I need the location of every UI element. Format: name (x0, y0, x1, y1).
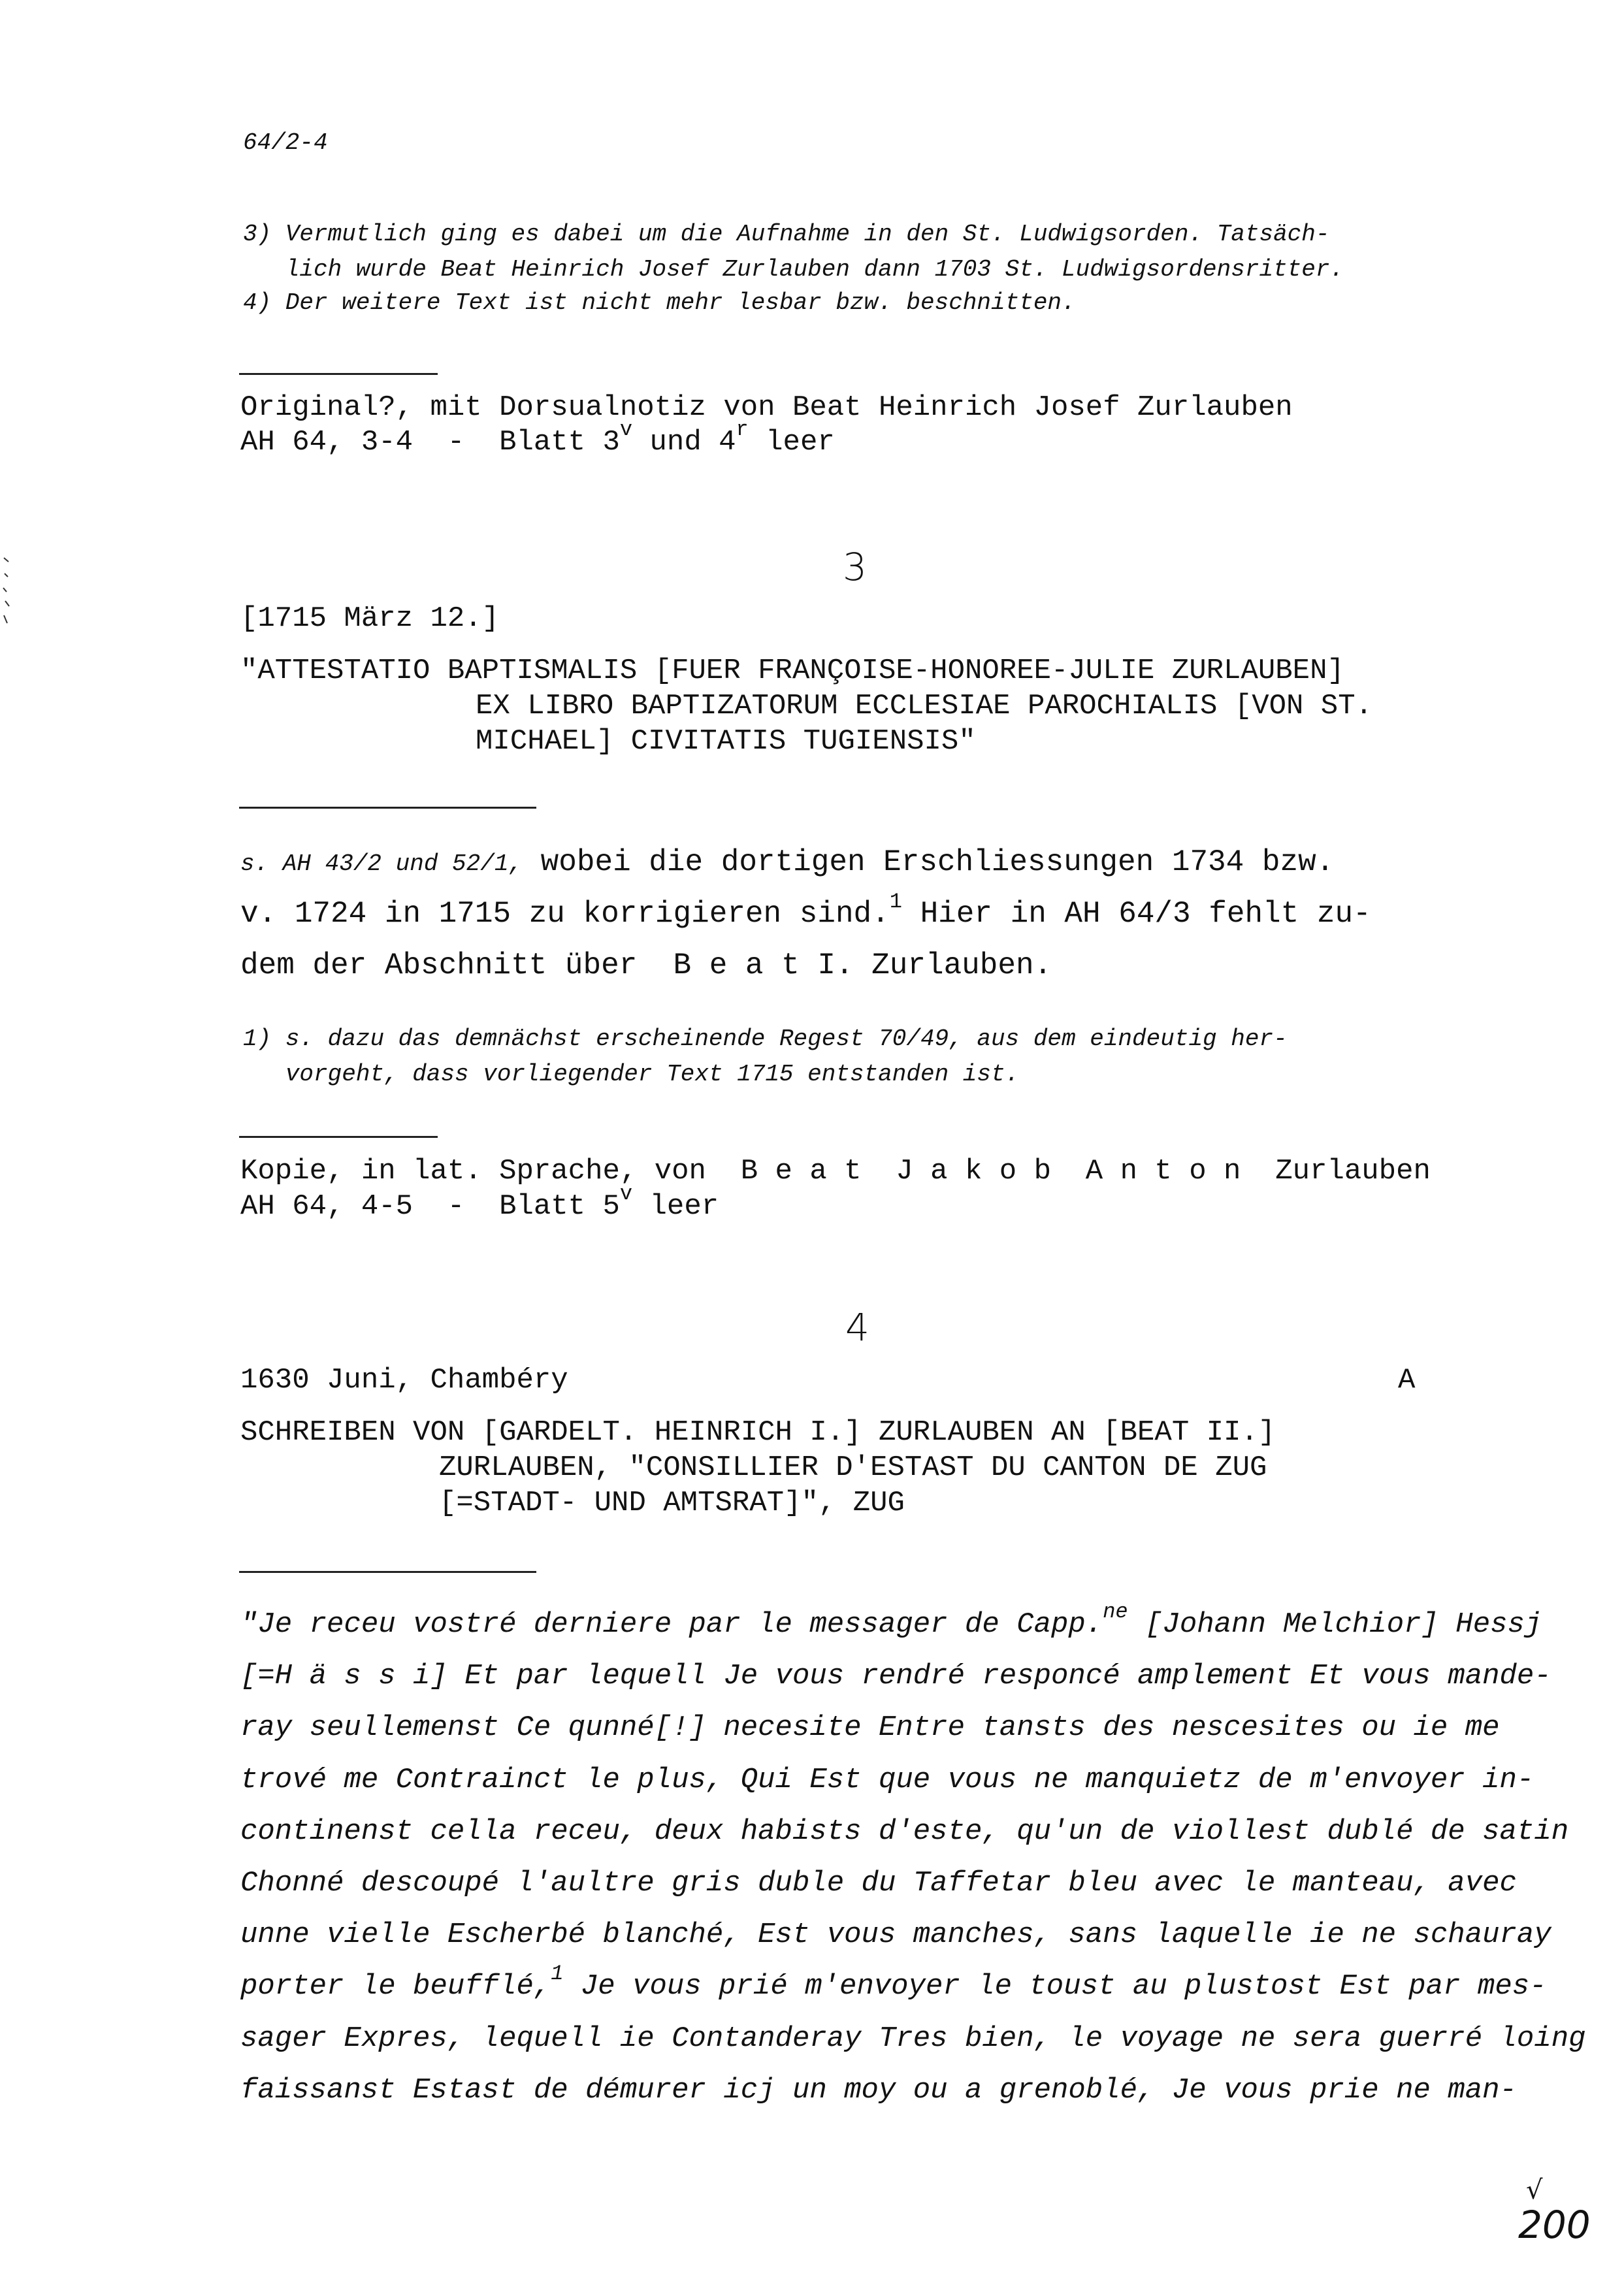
quote-text: [Johann Melchior] Hessj (1128, 1608, 1542, 1641)
entry-title-line: ZURLAUBEN, "CONSILLIER D'ESTAST DU CANTON DE ZUG (439, 1451, 1267, 1484)
source-text: leer (748, 426, 835, 459)
separator-rule (239, 1136, 438, 1138)
entry-body-line (240, 845, 1334, 879)
source-note-line (240, 417, 835, 459)
page-reference: 64/2-4 (243, 129, 328, 156)
entry-number: 3 (843, 545, 867, 589)
superscript-recto: r (736, 417, 749, 442)
quote-line: continenst cella receu, deux habists d'este, qu'un de viollest dublé de satin (240, 1815, 1569, 1848)
body-text: Hier in AH 64/3 fehlt zu- (901, 897, 1371, 931)
superscript-verso: v (619, 417, 633, 442)
body-reference: s. AH 43/2 und 52/1, (240, 850, 523, 877)
page-number: 200 (1518, 2203, 1591, 2247)
footnote-3 (243, 217, 1344, 287)
quote-text: porter le beufflé, (240, 1970, 551, 2003)
footnote-number: 3) (243, 221, 272, 248)
entry-date: [1715 März 12.] (240, 602, 500, 635)
body-text: wobei die dortigen Erschliessungen 1734 bzw. (523, 845, 1335, 879)
entry-title-line: [=STADT- UND AMTSRAT]", ZUG (439, 1487, 905, 1519)
quote-line: Chonné descoupé l'aultre gris duble du Taffetar bleu avec le manteau, avec (240, 1867, 1517, 1900)
superscript: ne (1103, 1600, 1128, 1624)
quote-text: Je vous prié m'envoyer le toust au plustost Est par mes- (563, 1970, 1547, 2003)
quote-line (240, 1600, 1542, 1641)
source-text: leer (632, 1190, 719, 1223)
separator-rule (239, 807, 536, 809)
entry-date: 1630 Juni, Chambéry (240, 1364, 568, 1397)
entry-marker: A (1398, 1364, 1416, 1397)
source-text: AH 64, 3-4 - Blatt 3 (240, 426, 620, 459)
source-text: und 4 (632, 426, 736, 459)
scan-artifact-marks (3, 555, 10, 627)
quote-line: trové me Contrainct le plus, Qui Est que vous ne manquietz de m'envoyer in- (240, 1764, 1535, 1796)
entry-body-line: dem der Abschnitt über B e a t I. Zurlauben. (240, 948, 1052, 982)
entry-title-line: SCHREIBEN VON [GARDELT. HEINRICH I.] ZURLAUBEN AN [BEAT II.] (240, 1416, 1276, 1449)
footnote-line: vorgeht, dass vorliegender Text 1715 entstanden ist. (285, 1061, 1020, 1088)
source-note-line (240, 391, 1293, 424)
body-text: v. 1724 in 1715 zu korrigieren sind. (240, 897, 890, 931)
separator-rule (239, 373, 438, 375)
footnote-1 (243, 1022, 1288, 1092)
entry-title-line: EX LIBRO BAPTIZATORUM ECCLESIAE PAROCHIALIS [VON ST. (476, 690, 1373, 722)
source-text: Original?, mit Dorsualnotiz von Beat Heinrich Josef Zurlauben (240, 391, 1293, 424)
quote-line: [=H ä s s i] Et par lequell Je vous rendré responcé amplement Et vous mande- (240, 1660, 1551, 1692)
entry-title-line: "ATTESTATIO BAPTISMALIS [FUER FRANÇOISE-HONOREE-JULIE ZURLAUBEN] (240, 655, 1344, 687)
footnote-line: Vermutlich ging es dabei um die Aufnahme in den St. Ludwigsorden. Tatsäch- (285, 221, 1330, 248)
quote-line (240, 1962, 1547, 2003)
quote-text: "Je receu vostré derniere par le messager de Capp. (240, 1608, 1103, 1641)
footnote-line: lich wurde Beat Heinrich Josef Zurlauben dann 1703 St. Ludwigsordensritter. (285, 256, 1344, 283)
scan-artifact (3, 555, 10, 627)
quote-line: faissanst Estast de démurer icj un moy ou a grenoblé, Je vous prie ne man- (240, 2074, 1517, 2107)
quote-line: unne vielle Escherbé blanché, Est vous manches, sans laquelle ie ne schauray (240, 1918, 1551, 1951)
source-note-line: Kopie, in lat. Sprache, von B e a t J a k o b A n t o n Zurlauben (240, 1155, 1431, 1188)
source-note-line (240, 1182, 719, 1223)
quote-line: sager Expres, lequell ie Contanderay Tres bien, le voyage ne sera guerré loing (240, 2022, 1586, 2055)
footnote-marker: 1 (889, 890, 902, 914)
footnote-marker: 1 (551, 1962, 564, 1986)
entry-body-line (240, 890, 1371, 931)
footnote-number: 1) (243, 1026, 272, 1052)
superscript-verso: v (619, 1182, 633, 1206)
footnote-4 (243, 289, 1076, 316)
check-mark: √ (1526, 2175, 1543, 2205)
quote-line: ray seullemenst Ce qunné[!] necesite Entre tansts des nescesites ou ie me (240, 1711, 1500, 1744)
footnote-line: Der weitere Text ist nicht mehr lesbar bzw. beschnitten. (285, 289, 1076, 316)
source-text: AH 64, 4-5 - Blatt 5 (240, 1190, 620, 1223)
entry-title-line: MICHAEL] CIVITATIS TUGIENSIS" (476, 725, 976, 758)
separator-rule (239, 1571, 536, 1573)
footnote-line: s. dazu das demnächst erscheinende Regest 70/49, aus dem eindeutig her- (285, 1026, 1288, 1052)
entry-number: 4 (845, 1305, 869, 1350)
footnote-number: 4) (243, 289, 272, 316)
